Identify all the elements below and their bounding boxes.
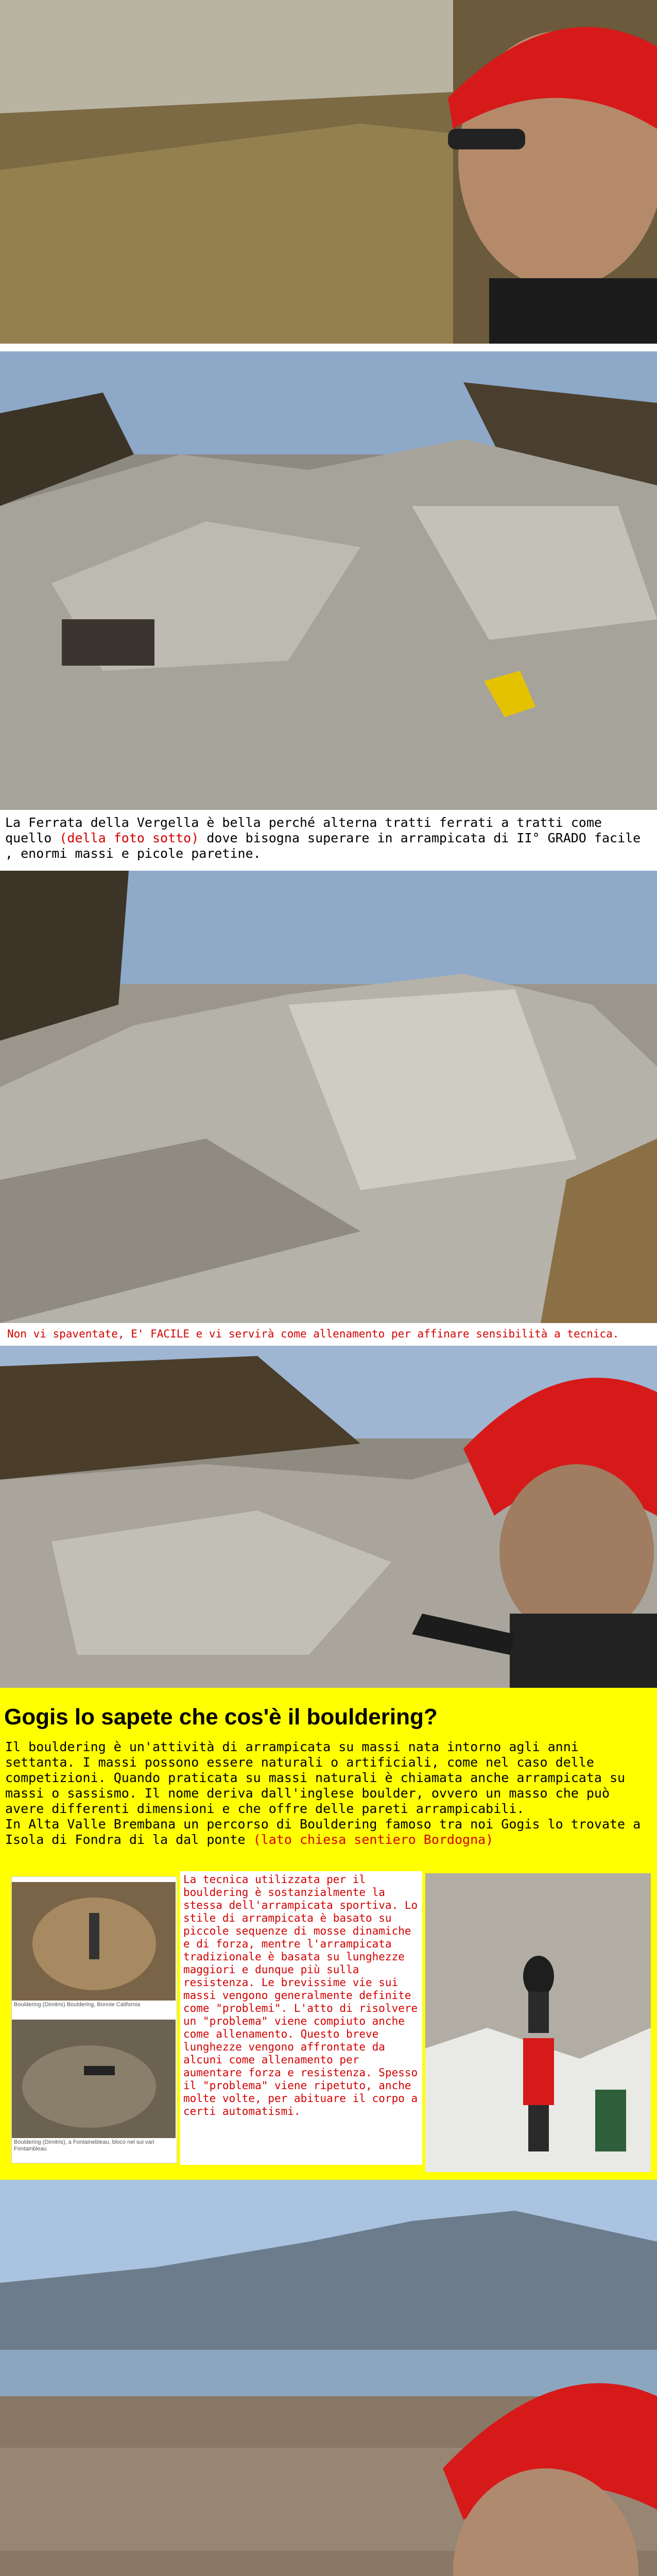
caption-ferrata-text-2: dove bisogna superare in arrampicata di II° GRADO facile , enormi massi e picole paretine. — [5, 831, 641, 861]
photo-lecco-panorama-climber-image — [0, 2180, 657, 2576]
bouldering-body — [5, 1739, 649, 1848]
thumbnail-caption-1: Bouldering (Dimitris) Bouldering, Bonnie California — [14, 2002, 141, 2008]
bouldering-paragraph-2: In Alta Valle Brembana un percorso di Bouldering famoso tra noi Gogis lo trovate a Isola di Fondra di la dal ponte — [5, 1817, 641, 1847]
bouldering-technique-text — [180, 1871, 422, 2165]
photo-climber-selfie-1-image — [0, 0, 657, 344]
photo-rock-boulders-marker — [0, 351, 657, 810]
bouldering-paragraph-2-red: (lato chiesa sentiero Bordogna) — [253, 1832, 494, 1847]
bouldering-paragraph-1: Il bouldering è un'attività di arrampicata su massi nata intorno agli anni settanta. I massi possono essere naturali o artificiali, come nel caso delle competizioni. Quando praticata su massi naturali è chiamata anche arrampicata su massi o sassismo. Il nome deriva dall'inglese boulder, ovvero un masso che può avere differenti dimensioni e che offre delle pareti arrampicabili. — [5, 1739, 626, 1816]
thumbnail-caption-2: Bouldering (Dimitris), a Fontainebleau, bloco nel sui vari Fontainbleau — [14, 2139, 154, 2152]
photo-climber-pointing-image — [0, 1346, 657, 1688]
bouldering-technique-paragraph: La tecnica utilizzata per il bouldering è sostanzialmente la stessa dell'arrampicata sportiva. Lo stile di arrampicata è basato su piccole sequenze di mosse dinamiche e di forza, mentre l'arrampicata tradizionale è basata su lunghezze maggiori e dunque più sulla resistenza. Le brevissime vie sui massi vengono generalmente definite come "problemi". L'atto di risolvere un "problema" viene compiuto anche come allenamento. Questo breve lunghezze vengono affrontate da alcuni come allenamento per aumentare forza e resistenza. Spesso il "problema" viene ripetuto, anche molte volte, per abituare il corpo a certi automatismi. — [183, 1873, 418, 2117]
photo-rock-face-trees — [0, 871, 657, 1323]
caption-non-spaventate — [0, 1323, 657, 1346]
bouldering-thumbnails — [11, 1876, 177, 2163]
bouldering-photo-climbers — [425, 1873, 651, 2172]
photo-rock-boulders-marker-image — [0, 351, 657, 810]
thumbnail-bouldering-1 — [12, 1882, 176, 2001]
caption-ferrata-text-1: La Ferrata della Vergella è bella perché alterna tratti ferrati a tratti come quello — [5, 815, 602, 845]
caption-ferrata-red-note: (della foto sotto) — [59, 831, 199, 845]
thumbnail-bouldering-2 — [12, 2020, 176, 2138]
photo-climber-selfie-1 — [0, 0, 657, 344]
photo-rock-face-trees-image — [0, 871, 657, 1323]
photo-climber-pointing — [0, 1346, 657, 1688]
caption-non-spaventate-text: Non vi spaventate, E' FACILE e vi servirà come allenamento per affinare sensibilità a tecnica. — [7, 1328, 619, 1340]
photo-bouldering-climbers-image — [425, 1873, 651, 2172]
bouldering-title: Gogis lo sapete che cos'è il bouldering? — [4, 1704, 438, 1730]
photo-lecco-panorama-climber — [0, 2180, 657, 2576]
caption-ferrata-vergella — [0, 810, 657, 867]
